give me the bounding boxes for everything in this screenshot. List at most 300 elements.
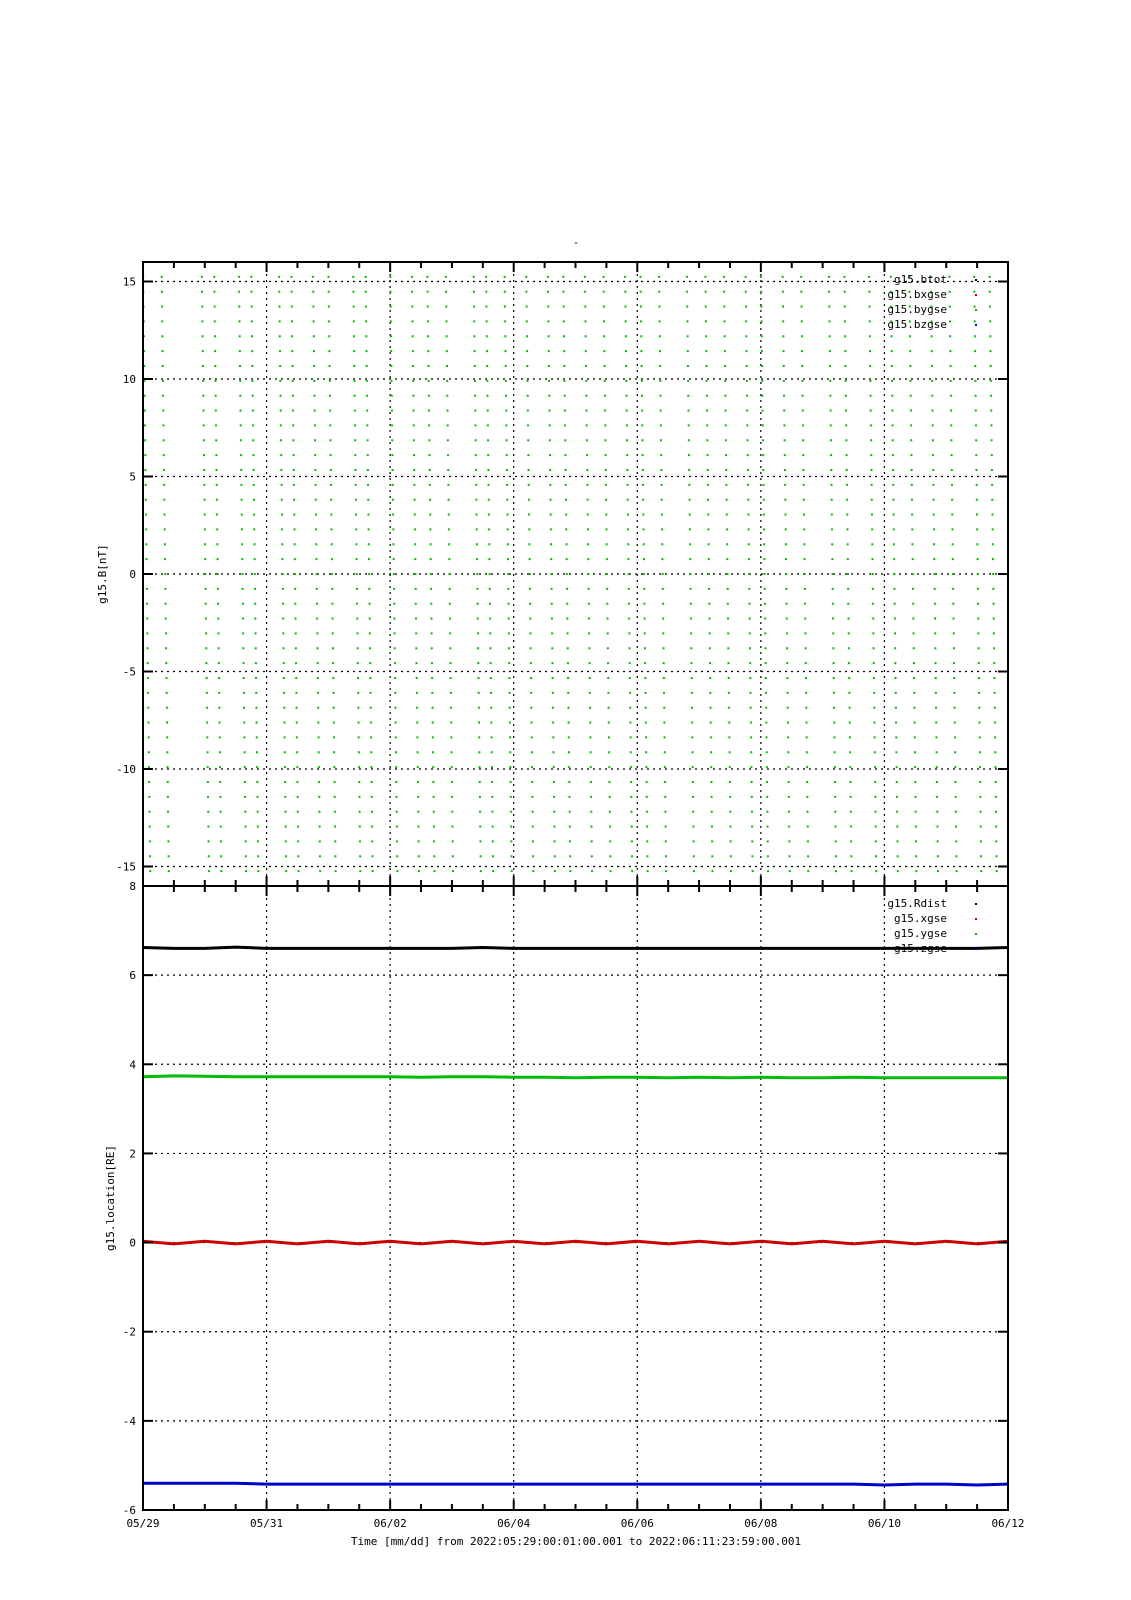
bygse-point: [788, 811, 790, 813]
bygse-point: [166, 692, 168, 694]
bygse-point: [215, 410, 217, 412]
bygse-point: [355, 499, 357, 501]
bygse-point: [412, 365, 414, 367]
bygse-point: [294, 588, 296, 590]
bygse-point: [729, 826, 731, 828]
bygse-point: [726, 573, 728, 575]
bygse-point: [329, 439, 331, 441]
bygse-point: [371, 796, 373, 798]
bygse-point: [835, 855, 837, 857]
bygse-point: [784, 484, 786, 486]
bygse-point: [162, 395, 164, 397]
bygse-point: [643, 558, 645, 560]
bygse-point: [990, 395, 992, 397]
bygse-point: [662, 603, 664, 605]
bygse-point: [589, 662, 591, 664]
bygse-point: [282, 588, 284, 590]
bygse-point: [358, 766, 360, 768]
bygse-point: [282, 632, 284, 634]
bygse-point: [760, 276, 762, 278]
bygse-point: [356, 558, 358, 560]
bygse-point: [978, 677, 980, 679]
bygse-point: [291, 335, 293, 337]
bygse-point: [238, 320, 240, 322]
bygse-point: [992, 588, 994, 590]
bygse-point: [875, 840, 877, 842]
bygse-point: [607, 632, 609, 634]
bygse-point: [474, 410, 476, 412]
bygse-point: [218, 692, 220, 694]
bygse-point: [584, 291, 586, 293]
bygse-point: [605, 469, 607, 471]
bygse-point: [145, 528, 147, 530]
bygse-point: [428, 439, 430, 441]
bygse-point: [416, 677, 418, 679]
bygse-point: [565, 514, 567, 516]
bygse-point: [802, 439, 804, 441]
bygse-point: [529, 588, 531, 590]
bygse-point: [478, 692, 480, 694]
bygse-point: [844, 335, 846, 337]
bygse-point: [550, 558, 552, 560]
bygse-point: [526, 380, 528, 382]
bygse-point: [506, 514, 508, 516]
bygse-point: [934, 618, 936, 620]
bygse-point: [526, 306, 528, 308]
bygse-point: [937, 840, 939, 842]
bygse-point: [525, 291, 527, 293]
bygse-point: [690, 603, 692, 605]
bygse-point: [241, 514, 243, 516]
bygse-point: [215, 439, 217, 441]
bygse-point: [566, 573, 568, 575]
bygse-point: [549, 439, 551, 441]
bygse-point: [806, 796, 808, 798]
bygse-point: [505, 380, 507, 382]
bygse-point: [584, 306, 586, 308]
bygse-point: [724, 350, 726, 352]
bygse-point: [952, 558, 954, 560]
bygse-point: [975, 469, 977, 471]
bygse-point: [549, 424, 551, 426]
bygse-point: [446, 395, 448, 397]
bygse-point: [508, 618, 510, 620]
bygse-point: [692, 796, 694, 798]
bygse-point: [691, 736, 693, 738]
bygse-point: [955, 840, 957, 842]
bygse-point: [429, 454, 431, 456]
bygse-point: [895, 751, 897, 753]
bygse-point: [746, 365, 748, 367]
bygse-point: [786, 677, 788, 679]
bygse-point: [430, 573, 432, 575]
bygse-point: [219, 781, 221, 783]
bygse-point: [146, 632, 148, 634]
bygse-point: [554, 855, 556, 857]
bygse-point: [417, 811, 419, 813]
bygse-point: [333, 736, 335, 738]
bygse-point: [764, 618, 766, 620]
bygse-point: [588, 603, 590, 605]
bygse-point: [994, 736, 996, 738]
bygse-point: [829, 335, 831, 337]
bygse-point: [764, 647, 766, 649]
bygse-point: [253, 528, 255, 530]
bygse-point: [208, 855, 210, 857]
bygse-point: [368, 588, 370, 590]
bygse-point: [750, 766, 752, 768]
bygse-point: [335, 870, 337, 872]
bygse-point: [665, 870, 667, 872]
bygse-point: [417, 826, 419, 828]
bygse-point: [451, 796, 453, 798]
bygse-point: [428, 395, 430, 397]
bygse-point: [243, 736, 245, 738]
bygse-point: [706, 439, 708, 441]
bygse-point: [245, 870, 247, 872]
bygse-point: [979, 766, 981, 768]
bygse-point: [590, 781, 592, 783]
bygse-point: [219, 766, 221, 768]
bygse-point: [292, 395, 294, 397]
bygse-point: [474, 380, 476, 382]
bygse-point: [661, 499, 663, 501]
bygse-point: [253, 484, 255, 486]
bygse-point: [690, 647, 692, 649]
bygse-point: [871, 528, 873, 530]
bygse-point: [709, 692, 711, 694]
bygse-point: [690, 588, 692, 590]
bygse-point: [250, 276, 252, 278]
bygse-point: [418, 840, 420, 842]
bygse-point: [531, 722, 533, 724]
bygse-point: [278, 291, 280, 293]
bygse-point: [354, 410, 356, 412]
bygse-point: [845, 439, 847, 441]
bygse-point: [527, 395, 529, 397]
bygse-point: [217, 573, 219, 575]
bygse-point: [416, 736, 418, 738]
bygse-point: [765, 707, 767, 709]
bygse-point: [603, 335, 605, 337]
bygse-point: [451, 781, 453, 783]
bygse-point: [251, 320, 253, 322]
bygse-point: [353, 365, 355, 367]
bygse-point: [786, 632, 788, 634]
bygse-point: [219, 736, 221, 738]
x-tick-label: 05/31: [250, 1517, 284, 1530]
bygse-point: [608, 766, 610, 768]
bygse-point: [894, 632, 896, 634]
bygse-point: [486, 335, 488, 337]
bygse-point: [432, 736, 434, 738]
bygse-point: [645, 707, 647, 709]
bygse-point: [564, 380, 566, 382]
bygse-point: [414, 499, 416, 501]
bygse-point: [730, 855, 732, 857]
bygse-point: [874, 796, 876, 798]
bygse-point: [955, 826, 957, 828]
bygse-point: [319, 826, 321, 828]
bygse-point: [214, 350, 216, 352]
bygse-point: [478, 722, 480, 724]
bygse-point: [359, 870, 361, 872]
bygse-point: [448, 528, 450, 530]
bygse-point: [710, 781, 712, 783]
bygse-point: [146, 558, 148, 560]
bygse-point: [693, 870, 695, 872]
bygse-point: [729, 811, 731, 813]
bygse-point: [708, 618, 710, 620]
bygse-point: [216, 499, 218, 501]
bygse-point: [996, 855, 998, 857]
bygse-point: [873, 707, 875, 709]
bygse-point: [505, 365, 507, 367]
legend-marker: [975, 324, 977, 326]
bygse-point: [296, 766, 298, 768]
bygse-point: [147, 662, 149, 664]
bygse-point: [328, 291, 330, 293]
bygse-point: [949, 335, 951, 337]
bygse-point: [807, 870, 809, 872]
bygse-point: [642, 469, 644, 471]
bygse-point: [831, 514, 833, 516]
bygse-point: [950, 410, 952, 412]
bygse-point: [710, 722, 712, 724]
bygse-point: [332, 677, 334, 679]
bygse-point: [663, 662, 665, 664]
bygse-point: [214, 320, 216, 322]
bygse-point: [147, 707, 149, 709]
bygse-point: [586, 410, 588, 412]
x-tick-label: 06/04: [497, 1517, 531, 1530]
bygse-point: [554, 870, 556, 872]
bygse-point: [292, 380, 294, 382]
bygse-point: [358, 781, 360, 783]
bygse-point: [658, 276, 660, 278]
bygse-point: [849, 736, 851, 738]
bygse-point: [789, 870, 791, 872]
bygse-point: [991, 469, 993, 471]
bygse-point: [935, 736, 937, 738]
bygse-point: [830, 439, 832, 441]
bygse-point: [474, 365, 476, 367]
bygse-point: [505, 350, 507, 352]
bygse-point: [588, 618, 590, 620]
bygse-point: [413, 484, 415, 486]
bygse-point: [487, 454, 489, 456]
bygse-point: [412, 350, 414, 352]
bygse-point: [448, 543, 450, 545]
bygse-point: [552, 677, 554, 679]
bygse-point: [328, 350, 330, 352]
bygse-point: [665, 855, 667, 857]
bygse-point: [315, 543, 317, 545]
bygse-point: [994, 751, 996, 753]
bygse-point: [205, 662, 207, 664]
y-tick-label: -6: [122, 1504, 136, 1517]
bygse-point: [473, 291, 475, 293]
bygse-point: [284, 796, 286, 798]
bygse-point: [165, 677, 167, 679]
bygse-point: [367, 514, 369, 516]
bygse-point: [476, 543, 478, 545]
bygse-point: [626, 395, 628, 397]
bygse-point: [870, 424, 872, 426]
bygse-point: [805, 692, 807, 694]
bygse-point: [353, 380, 355, 382]
bygse-point: [429, 514, 431, 516]
bygse-point: [355, 469, 357, 471]
bygse-point: [241, 573, 243, 575]
bygse-point: [214, 365, 216, 367]
bygse-point: [934, 588, 936, 590]
bygse-point: [786, 618, 788, 620]
bygse-point: [291, 350, 293, 352]
bygse-point: [354, 439, 356, 441]
bygse-point: [244, 811, 246, 813]
bygse-point: [728, 722, 730, 724]
bygse-point: [807, 826, 809, 828]
bygse-point: [761, 365, 763, 367]
bygse-point: [723, 306, 725, 308]
bygse-point: [279, 320, 281, 322]
bygse-point: [727, 647, 729, 649]
bygse-point: [149, 870, 151, 872]
bygse-point: [766, 751, 768, 753]
bygse-point: [281, 558, 283, 560]
legend-marker: [975, 918, 977, 920]
bygse-point: [448, 558, 450, 560]
bygse-point: [417, 781, 419, 783]
bygse-point: [589, 736, 591, 738]
bygse-point: [788, 796, 790, 798]
bygse-point: [281, 514, 283, 516]
bygse-point: [608, 722, 610, 724]
bygse-point: [761, 320, 763, 322]
bygse-point: [640, 291, 642, 293]
bygse-point: [165, 618, 167, 620]
bygse-point: [353, 335, 355, 337]
bygse-point: [588, 588, 590, 590]
series-line-g15-ygse: [143, 1076, 1008, 1078]
bygse-point: [805, 707, 807, 709]
bygse-point: [238, 276, 240, 278]
bygse-point: [974, 380, 976, 382]
bygse-point: [829, 395, 831, 397]
bygse-point: [708, 558, 710, 560]
bygse-point: [911, 543, 913, 545]
bygse-point: [933, 499, 935, 501]
bygse-point: [491, 736, 493, 738]
bygse-point: [164, 588, 166, 590]
bygse-point: [393, 618, 395, 620]
bygse-point: [872, 603, 874, 605]
bygse-point: [828, 306, 830, 308]
bygse-point: [220, 840, 222, 842]
bygse-point: [766, 766, 768, 768]
bygse-point: [207, 781, 209, 783]
bygse-point: [747, 514, 749, 516]
bygse-point: [567, 662, 569, 664]
bygse-point: [553, 796, 555, 798]
bygse-point: [989, 335, 991, 337]
bygse-point: [204, 528, 206, 530]
bygse-point: [608, 736, 610, 738]
bygse-point: [564, 439, 566, 441]
bygse-point: [478, 736, 480, 738]
bygse-point: [690, 662, 692, 664]
bygse-point: [334, 781, 336, 783]
bygse-point: [954, 707, 956, 709]
bygse-point: [801, 306, 803, 308]
bygse-point: [788, 826, 790, 828]
bygse-point: [554, 840, 556, 842]
bygse-point: [296, 751, 298, 753]
bygse-point: [645, 722, 647, 724]
bygse-point: [508, 603, 510, 605]
bygse-point: [239, 335, 241, 337]
bygse-point: [663, 647, 665, 649]
bygse-point: [334, 855, 336, 857]
bygse-point: [532, 870, 534, 872]
bygse-point: [256, 796, 258, 798]
bygse-point: [807, 855, 809, 857]
bygse-point: [283, 677, 285, 679]
bygse-point: [548, 410, 550, 412]
bygse-point: [319, 855, 321, 857]
bygse-point: [144, 410, 146, 412]
bygse-point: [630, 796, 632, 798]
panel-location: [104, 880, 1008, 1517]
bygse-point: [393, 603, 395, 605]
bygse-point: [359, 811, 361, 813]
bygse-point: [630, 766, 632, 768]
bygse-point: [990, 365, 992, 367]
bygse-point: [529, 573, 531, 575]
bygse-point: [609, 855, 611, 857]
bygse-point: [242, 588, 244, 590]
bygse-point: [283, 692, 285, 694]
bygse-point: [847, 603, 849, 605]
bygse-point: [563, 320, 565, 322]
bygse-point: [803, 499, 805, 501]
bygse-point: [833, 692, 835, 694]
bygse-point: [975, 395, 977, 397]
bygse-point: [745, 320, 747, 322]
bygse-point: [488, 484, 490, 486]
bygse-point: [473, 276, 475, 278]
bygse-point: [705, 291, 707, 293]
bygse-point: [977, 632, 979, 634]
bygse-point: [954, 736, 956, 738]
bygse-point: [359, 840, 361, 842]
bygse-point: [479, 796, 481, 798]
bygse-point: [550, 499, 552, 501]
bygse-point: [317, 677, 319, 679]
bygse-point: [241, 558, 243, 560]
bygse-point: [432, 766, 434, 768]
bygse-point: [446, 350, 448, 352]
bygse-point: [803, 514, 805, 516]
bygse-point: [707, 454, 709, 456]
bygse-point: [205, 647, 207, 649]
bygse-point: [805, 722, 807, 724]
bygse-point: [488, 543, 490, 545]
bygse-point: [763, 528, 765, 530]
bygse-point: [846, 514, 848, 516]
bygse-point: [429, 499, 431, 501]
